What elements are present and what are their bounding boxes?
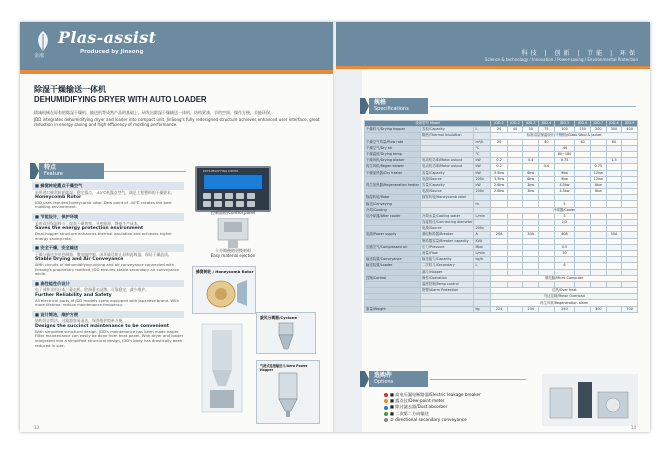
feature-title-en: Honeycomb Rotor	[35, 195, 82, 201]
spec-group-cell: 输送装置/Loader	[365, 263, 421, 269]
spec-value-cell: 3kw	[523, 182, 539, 188]
spec-value-cell: 0.2	[491, 158, 507, 164]
spec-column-header: JDD-5	[554, 121, 575, 127]
spec-label-cell: 冷却水量/Cooling water	[421, 213, 474, 219]
feature-desc-cn: 干燥与输送共用控制器，微电脑控制，闭环输送防止原料再吸湿，保证干燥品质。	[35, 251, 172, 257]
feature-title-cn: ■ 设计简洁，维护方便	[32, 311, 184, 319]
spec-group-cell: 控制/Control	[365, 275, 421, 281]
option-label: ■ 二次第二方向输送	[390, 410, 429, 416]
spec-value-cell: 5	[554, 201, 575, 207]
spec-value-cell: 40	[507, 127, 523, 133]
spec-unit-cell: L	[474, 127, 491, 133]
spec-unit-cell: L/min	[474, 250, 491, 256]
feature-desc-cn: 电子部件采用日本三菱电机，欧洲著名品牌，可靠稳定，减少维护。	[35, 287, 149, 293]
dryer-cutaway-image	[192, 320, 252, 416]
intro-en: JDD integrates dehumidifying dryer and loader into compact unit, JinSong's fully redesigned structure achieves enhanced user interface, great reduction in energy saving and high efficiency of molding performance.	[34, 116, 320, 128]
feature-item	[32, 280, 184, 308]
spec-group-cell: 再生加热器/Regeneration heater	[366, 182, 420, 187]
spec-group-cell: 干燥加热器/Dry heater	[365, 170, 421, 176]
spec-group-cell: 干燥温度/Drying temp	[365, 151, 421, 157]
spec-label-cell: 温度控制/Temp control	[421, 281, 474, 287]
spec-value-cell: 40A	[554, 232, 575, 238]
spec-value-cell	[507, 306, 523, 312]
intro-cn: 精诚机械在原有的除湿干燥机、输送机等成熟产品的基础上，研发出除湿干燥输送一体机，结构紧凑，节约空间，操作方便，节能环保。	[34, 110, 274, 115]
option-label: ■ 高电压漏电断路器/Electric leakage breaker	[390, 392, 481, 397]
spec-value-cell: 6kw	[590, 189, 606, 195]
spec-row	[365, 306, 638, 312]
spec-label-cell: 电源/Source	[421, 189, 474, 195]
spec-value-cell: 100	[554, 127, 575, 133]
spec-model-header: 设备型号 Model	[365, 121, 491, 127]
spec-row	[365, 182, 638, 188]
bullet-icon	[384, 393, 388, 397]
spec-label-cell: 操作/Operation	[421, 275, 474, 281]
spec-value-cell	[575, 306, 591, 312]
spec-value-cell: 1.5	[606, 158, 622, 164]
spec-unit-cell: kW	[474, 170, 491, 176]
spec-value-cell: 2.6kw	[491, 189, 507, 195]
spec-value-cell: 224	[491, 306, 507, 312]
logo-text: Plas-assist	[58, 28, 157, 47]
left-page	[20, 22, 334, 432]
feature-title-cn: ■ 蜂窝转轮露点干燥空气	[32, 182, 184, 190]
spec-column-header: JDD-2	[507, 121, 523, 127]
feature-list	[32, 182, 184, 351]
right-page	[336, 22, 650, 432]
tagline-en: Science & technology / Innovation / Power-saving / Environmental Protection	[484, 57, 638, 62]
option-label: ■ 除过滤去器/Dust absorber	[390, 404, 448, 410]
title-cn: 除湿干燥输送一体机	[34, 85, 106, 94]
bullet-icon	[384, 418, 388, 422]
spec-column-header: JDD-6	[575, 121, 591, 127]
machine-image	[198, 218, 268, 248]
arrow-icon	[360, 98, 369, 114]
spec-label-cell: 电源/Source	[421, 226, 474, 232]
spec-value-cell: 60	[575, 139, 591, 145]
spec-value-cell: 0.75	[554, 158, 575, 164]
spec-label-cell: 漏斗/Hopper	[421, 269, 474, 275]
spec-group-cell: 重量/Weight	[365, 306, 421, 312]
feature-title-cn: ■ 高性能性价设计	[32, 280, 184, 288]
feature-desc-en: With circuits of dehumidifying-drying and air conveyance connected with Jinsong's proprietary method, JDD ensures stable secondary air conveyance while.	[35, 262, 180, 277]
spec-column-header: JDD-4	[539, 121, 555, 127]
spec-label-cell: 隔热/Thermal Insulation	[421, 133, 474, 139]
spec-label-cell: 二次料斗/Secondary	[421, 263, 474, 269]
spec-label-cell: 电动机功率/Motor output	[421, 164, 474, 170]
spec-label-cell: 流量/Flow	[421, 250, 474, 256]
accent-bar	[336, 66, 650, 69]
spec-value-cell: 过热/Over heat	[491, 288, 638, 294]
spec-group-cell: 干燥风机/Drying blower	[365, 158, 421, 164]
feature-heading-en: Feature	[44, 171, 63, 177]
spec-value-cell: 马达过载/Motor Overload	[491, 294, 638, 300]
feature-desc-en: All electrical parts of JDD models come equipped with Japanese brand. With more lifetime, reduce maintenance frequency.	[35, 297, 180, 308]
spec-value-cell: 50A	[606, 232, 622, 238]
spec-heading-cn: 规格	[374, 99, 387, 106]
brochure-spread	[20, 22, 650, 432]
spec-label-cell: 断路器容量/Breaker capacity	[421, 238, 474, 244]
options-heading-en: Options	[374, 379, 394, 385]
spec-unit-cell: m³/h	[474, 139, 491, 145]
option-label: ② directional secondary conveyance	[390, 416, 467, 422]
spec-value-cell: 50	[523, 127, 539, 133]
spec-value-cell: 40	[539, 139, 555, 145]
spec-unit-cell: kW	[474, 182, 491, 188]
spec-label-cell: 报警/Alarm Protection	[421, 288, 474, 294]
panel-key	[214, 201, 222, 207]
spec-label-cell: 电动机功率/Motor output	[421, 158, 474, 164]
bullet-icon	[384, 412, 388, 416]
spec-value-cell: 300	[606, 127, 622, 133]
panel-screen	[203, 174, 263, 190]
machine-caption	[195, 248, 271, 258]
spec-column-header: JDD-3	[523, 121, 539, 127]
spec-value-cell: 30A	[523, 232, 539, 238]
panel-key	[247, 193, 255, 199]
intro	[34, 110, 324, 129]
spec-value-cell: 4.5kw	[554, 182, 575, 188]
spec-group-cell: 再生风机/Regen blower	[365, 164, 421, 170]
spec-value-cell: 0.5	[554, 244, 575, 250]
spec-unit-cell: Mpa	[474, 244, 491, 250]
panel-label: DEHUMIDIFYING DRYER	[203, 169, 239, 173]
arrow-icon	[360, 371, 369, 387]
spec-label-cell: 容量/Capacity	[421, 170, 474, 176]
feature-title-en: Stable Drying and Air Conveyance	[35, 257, 124, 263]
page-number: 14	[630, 425, 636, 430]
spec-unit-cell: 200v	[474, 226, 491, 232]
page-number: 13	[34, 425, 40, 430]
spec-value-cell: 3	[554, 213, 575, 219]
spec-unit-cell: ℃	[474, 151, 491, 157]
aero-hopper-icon	[271, 371, 305, 419]
spec-value-cell: 0.75	[590, 164, 606, 170]
feature-title-en: Designs the succinct maintenance to be convenient	[35, 324, 169, 329]
spec-value-cell: 6kw	[590, 182, 606, 188]
cyclone-figure	[256, 312, 316, 354]
spec-value-cell: 150	[575, 127, 591, 133]
panel-key	[225, 201, 233, 207]
spec-unit-cell: 200v	[474, 189, 491, 195]
feature-desc-en: Dual-hopper structure enhances thermal insulation and achieves higher energy saving rate.	[35, 230, 172, 241]
spec-unit-cell: kW	[474, 158, 491, 164]
hopper-title: 气流式连接输送斗/Aero Power Hopper	[260, 364, 308, 372]
spec-label-cell	[421, 306, 474, 312]
options-photo	[542, 374, 638, 426]
spec-label-cell: 蜂窝转轮/Honeycomb rotor	[421, 195, 474, 201]
spec-column-header: JDD-8	[606, 121, 622, 127]
feature-desc-en: JDD uses reputed honeycomb rotor. Dew point of -40℃ creates the best molding environment.	[35, 199, 172, 210]
option-label: ■ 露点仪/Dew-point meter	[390, 398, 445, 404]
spec-unit-cell: KVA	[474, 238, 491, 244]
spec-value-cell: 300	[590, 306, 606, 312]
spec-value-cell: 微电脑/Micro Computer	[491, 275, 638, 281]
spec-value-cell: 20A	[491, 232, 507, 238]
spec-value-cell: 250	[554, 306, 575, 312]
feature-title-cn: ■ 节能设计，保护环境	[32, 213, 184, 221]
leaf-logo-icon	[34, 30, 52, 52]
bullet-icon	[384, 406, 388, 410]
spec-unit-cell: ℃	[474, 145, 491, 151]
tagline-cn: 科技 | 创新 | 节能 | 环保	[521, 50, 638, 57]
spec-value-cell: 3.5kw	[491, 176, 507, 182]
spec-label-cell: 容量/Capacity	[421, 182, 474, 188]
spec-value-cell: 12kw	[590, 176, 606, 182]
divider	[430, 106, 636, 107]
spec-unit-cell: kW	[474, 164, 491, 170]
spec-value-cell: 6kw	[523, 176, 539, 182]
spec-value-cell: 80	[606, 139, 622, 145]
title-en: DEHUMIDIFYING DRYER WITH AUTO LOADER	[34, 95, 207, 104]
feature-title-en: Saves the energy protection environment	[35, 226, 144, 232]
spec-value-cell	[606, 306, 622, 312]
spec-group-cell: 后冷却器/After cooler	[365, 213, 421, 219]
spec-unit-cell: 200v	[474, 176, 491, 182]
spec-group-cell: 输送/Conveying	[365, 201, 421, 207]
spec-label-cell: 电源/Source	[421, 176, 474, 182]
feature-desc-cn: 结构设计简洁，过滤器容易清洁，保养维护简单方便。	[35, 318, 127, 324]
panel-key	[225, 193, 233, 199]
spec-value-cell: 3.5kw	[491, 170, 507, 176]
spec-unit-cell: m	[474, 201, 491, 207]
feature-item	[32, 311, 184, 348]
feature-item	[32, 182, 184, 210]
feature-desc-cn: 采用进口蜂窝转轮除湿，稳定露点，-40℃低露点空气，满足工程塑料的干燥要求。	[35, 189, 175, 195]
options-section-header	[360, 371, 428, 387]
spec-value-cell: 50	[554, 250, 575, 256]
spec-value-cell: 200	[590, 127, 606, 133]
spec-group-cell: 冷却/Cooling	[365, 207, 421, 213]
spec-body	[365, 127, 638, 313]
cyclone-title: 旋风分离器/Cyclone	[260, 315, 298, 320]
spec-group-cell: 干燥空气风量/Flow rate	[365, 139, 421, 145]
cyclone-icon	[271, 321, 301, 351]
machine-caption-cn: 十分简便的更换材料	[215, 248, 251, 253]
spec-value-cell: 234	[523, 306, 539, 312]
spec-value-cell: 75	[539, 127, 555, 133]
spec-value-cell: 0.2	[491, 164, 507, 170]
panel-key	[236, 193, 244, 199]
spec-value-cell: 1/2	[554, 220, 575, 226]
spec-value-cell: 标准双层保温设计(不锈钢)/Glass Wool & Jacket	[491, 133, 638, 139]
spec-value-cell: 20	[491, 139, 507, 145]
feature-item	[32, 213, 184, 241]
spec-table	[364, 120, 638, 313]
spec-unit-cell: L/min	[474, 213, 491, 219]
spec-section-header	[360, 98, 428, 114]
spec-value-cell: 0.4	[523, 158, 539, 164]
spec-value-cell: 20	[491, 127, 507, 133]
divider	[430, 379, 526, 380]
spec-label-cell: 输送能力/Capacity	[421, 257, 474, 263]
spec-unit-cell: kg	[474, 306, 491, 312]
spec-value-cell: 6	[554, 263, 575, 269]
spec-value-cell: -40	[554, 145, 575, 151]
logo-cn: 金凇	[34, 53, 45, 59]
panel-key	[203, 201, 211, 207]
spec-value-cell: 9kw	[554, 176, 575, 182]
side-strip	[336, 69, 362, 432]
hopper-figure	[256, 360, 320, 424]
spec-unit-cell: kg/h	[474, 257, 491, 263]
option-item	[384, 417, 534, 423]
feature-desc-en: With simplified structural design, JDD's maintenance has been made easier. Filter maintenance can easily be done from front panel. With dryer and loader integrated into a simplified structural design, JDD's body has drastically been reduced in size.	[35, 328, 184, 348]
honeycomb-figure	[192, 266, 256, 314]
spec-unit-cell: A	[474, 232, 491, 238]
spec-group-cell: 压缩空气/Compressed air	[365, 244, 421, 250]
spec-column-header: JDD-9	[622, 121, 638, 127]
spec-value-cell: 4.5kw	[554, 189, 575, 195]
control-panel-caption: 控制面板/Control panel	[210, 210, 256, 215]
options-heading-cn: 选购件	[374, 372, 393, 379]
spec-value-cell: 9kw	[554, 170, 575, 176]
spec-value-cell: 再生异常/Regeneration alarm	[491, 300, 638, 306]
panel-key	[236, 201, 244, 207]
spec-group-cell: 除湿转轮/Rotor	[365, 195, 421, 201]
spec-group-cell: 输送装置/Conveyance	[365, 257, 421, 263]
spec-label-cell: 容积/Capacity	[421, 127, 474, 133]
spec-value-cell: 12kw	[590, 170, 606, 176]
accent-bar	[20, 70, 334, 74]
bullet-icon	[384, 399, 388, 403]
feature-desc-cn: 采用双层保温料斗，提高干燥效率，节省能源，降低生产成本。	[35, 220, 142, 226]
spec-value-cell: 700	[622, 306, 638, 312]
panel-key	[247, 201, 255, 207]
logo-subtitle: Produced by Jinsong	[80, 49, 144, 55]
honeycomb-rotor-icon	[199, 276, 249, 310]
spec-heading-en: Specifications	[374, 106, 409, 112]
machine-caption-en: Easy material ejection	[210, 253, 256, 258]
honeycomb-title: 蜂窝转轮 / Honeycomb Rotor	[196, 269, 254, 274]
spec-column-header: JDD-7	[590, 121, 606, 127]
spec-group-cell: 电源/Power supply	[365, 232, 421, 238]
spec-unit-cell: L	[474, 263, 491, 269]
panel-key	[203, 193, 211, 199]
spec-value-cell: 2.6kw	[491, 182, 507, 188]
control-panel-image	[195, 166, 271, 212]
feature-section-header	[30, 163, 104, 179]
arrow-icon	[30, 163, 39, 179]
spec-label-cell: 漏电断路器/Breaker	[421, 232, 474, 238]
spec-value-cell: 0.4	[539, 164, 555, 170]
spec-group-cell: 干燥料斗/Drying hopper	[365, 127, 421, 133]
options-list	[384, 392, 534, 423]
feature-title-en: Further Reliability and Safety	[35, 292, 112, 298]
spec-value-cell: 80~180	[554, 151, 575, 157]
spec-label-cell: 压力/Pressure	[421, 244, 474, 250]
spec-value-cell: 冷却器/Cooler	[491, 207, 638, 213]
spec-label-cell: 连接管径/Connecting diameter	[422, 220, 473, 225]
divider	[104, 171, 186, 172]
feature-heading-cn: 特点	[44, 164, 57, 171]
feature-title-cn: ■ 安全干燥，安全输送	[32, 244, 184, 252]
panel-key	[214, 193, 222, 199]
spec-value-cell: 3kw	[523, 189, 539, 195]
spec-value-cell: 400	[622, 127, 638, 133]
spec-value-cell: 6kw	[523, 170, 539, 176]
spec-group-cell: 干燥空气/Dry air	[365, 145, 421, 151]
spec-value-cell	[539, 306, 555, 312]
spec-column-header: JDD-1	[491, 121, 507, 127]
feature-item	[32, 244, 184, 277]
